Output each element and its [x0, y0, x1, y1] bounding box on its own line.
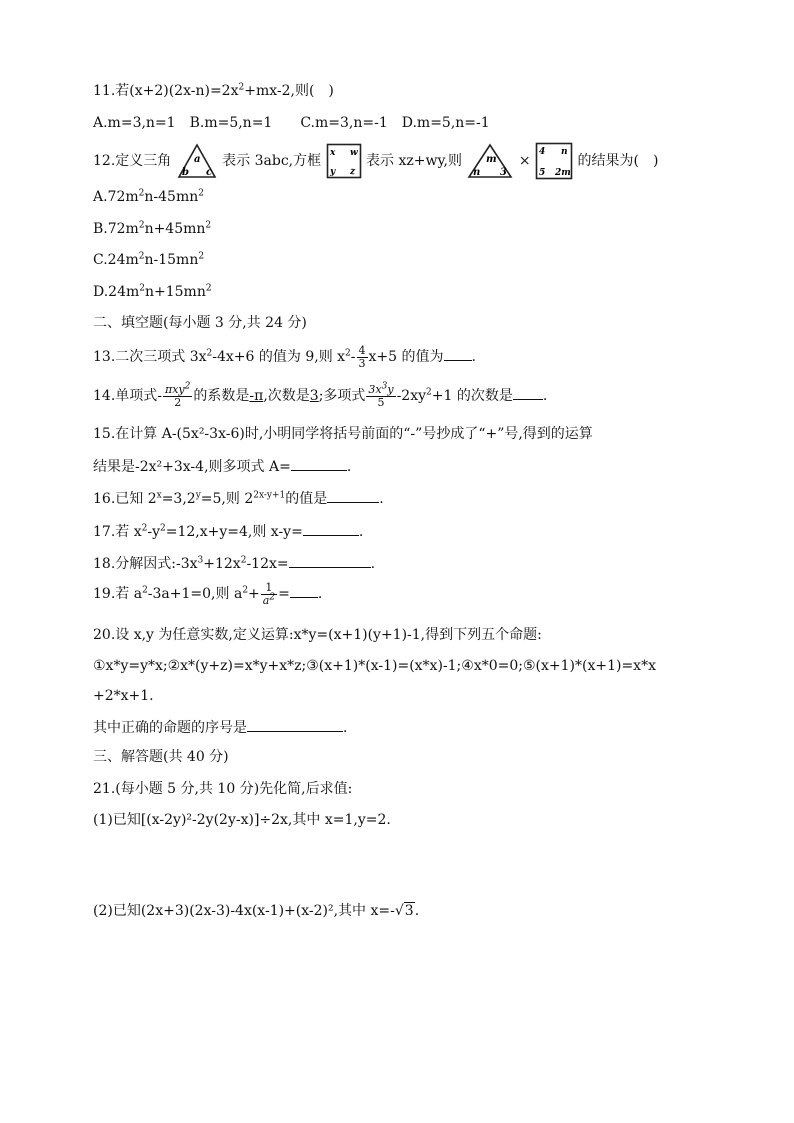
fraction-1-a2	[261, 582, 277, 607]
sup: 2	[198, 251, 205, 262]
q14-text: 14.单项式-	[93, 388, 162, 404]
box2-tl: 4	[539, 147, 546, 157]
q13-text: .	[471, 349, 476, 365]
q12-text-4: 的结果为( )	[577, 153, 659, 169]
opt-text: n-15mn	[144, 252, 199, 268]
q20-line-1: 20.设 x,y 为任意实数,定义运算:x*y=(x+1)(y+1)-1,得到下列五个命题:	[93, 627, 542, 643]
fraction-4-3	[357, 345, 368, 370]
q11-options: A.m=3,n=1 B.m=5,n=1 C.m=3,n=-1 D.m=5,n=-1	[93, 115, 490, 131]
q15-text: .	[346, 459, 352, 475]
q16-text: 的值是	[285, 491, 328, 507]
q12-stem	[93, 141, 658, 181]
sup: 2	[198, 188, 204, 199]
q19	[93, 577, 322, 611]
q18	[93, 553, 375, 573]
answer-blank	[303, 521, 359, 536]
q19-text: -3a+1=0,则 a	[147, 586, 243, 602]
sup: 2	[206, 348, 213, 359]
sup: 2	[269, 591, 276, 602]
q12-option-c	[93, 251, 204, 269]
q15-line-1: 15.在计算 A-(5x²-3x-6)时,小明同学将括号前面的“-”号抄成了“+”号,得到的运算	[93, 426, 593, 442]
q20-line-3: +2*x+1.	[93, 688, 154, 704]
q12-text-1: 12.定义三角	[93, 153, 172, 169]
q17-text: 17.若 x	[93, 524, 142, 540]
sup: 2	[138, 188, 145, 199]
q11-stem-a: 11.若(x+2)(2x-n)=2x	[93, 83, 239, 99]
fraction-pixy2-2	[163, 380, 192, 409]
q20-text: 其中正确的命题的序号是	[93, 720, 247, 736]
q12-text-3: 表示 xz+wy,则	[366, 153, 462, 169]
sup: y	[195, 490, 201, 501]
q12-option-a	[93, 188, 204, 206]
box1-tr: w	[349, 148, 358, 158]
tri1-b: b	[181, 167, 189, 178]
sup: 2	[184, 380, 191, 391]
tri2-c: 3	[500, 167, 508, 178]
q14	[93, 381, 547, 411]
answer-blank	[290, 583, 318, 598]
sup: 2	[242, 585, 249, 596]
q18-text: 18.分解因式:-3x	[93, 556, 198, 572]
q21-text: .	[414, 903, 420, 919]
numerator	[163, 380, 192, 397]
q14-text: ,次数是	[263, 388, 310, 404]
sqrt-sign: √	[394, 903, 404, 919]
sup: 2	[139, 283, 145, 294]
q12-option-d	[93, 283, 212, 301]
sup: 2	[426, 387, 432, 398]
q17	[93, 521, 363, 541]
denominator: 3	[358, 356, 366, 370]
sup: 2	[138, 251, 145, 262]
q11-stem-b: +mx-2,则( )	[244, 83, 334, 99]
q19-text: 19.若 a	[93, 586, 143, 602]
opt-text: n-45mn	[144, 189, 199, 205]
sup: 2	[205, 283, 212, 294]
num-text: 3x	[368, 382, 382, 396]
sup: 2	[141, 523, 148, 534]
q16	[93, 488, 384, 508]
denominator: 5	[377, 395, 385, 409]
opt-text: n+45mn	[144, 221, 206, 237]
sqrt-radicand: 3	[404, 903, 414, 919]
q14-text: -2xy	[396, 388, 427, 404]
q17-text: =12,x+y=4,则 x-y=	[165, 524, 303, 540]
sup: 2	[238, 82, 245, 93]
q16-text: =5,则 2	[200, 491, 254, 507]
box1-br: z	[349, 167, 355, 177]
tri1-a: a	[193, 154, 201, 165]
den-text: a	[262, 593, 270, 607]
tri2-b: n	[473, 167, 481, 178]
answer-blank	[289, 553, 371, 568]
opt-text: B.72m	[93, 221, 139, 237]
q13-text: x+5 的值为	[368, 349, 444, 365]
box2-tr: n	[561, 147, 568, 157]
answer-blank	[513, 385, 543, 400]
q21-part-1: (1)已知[(x-2y)²-2y(2y-x)]÷2x,其中 x=1,y=2.	[93, 812, 391, 828]
q18-text: +12x	[203, 556, 241, 572]
opt-text: n+15mn	[145, 284, 206, 300]
q15-text: 结果是-2x²+3x-4,则多项式 A=	[93, 459, 291, 475]
q19-text: =	[278, 586, 290, 602]
num-text: πxy	[165, 382, 185, 396]
q18-text: -12x=	[246, 556, 289, 572]
opt-text: D.24m	[93, 284, 140, 300]
sup: 2	[142, 585, 148, 596]
q12-text-2: 表示 3abc,方框	[222, 153, 322, 169]
q19-text: +	[248, 586, 260, 602]
q16-text: .	[379, 491, 384, 507]
opt-text: C.24m	[93, 252, 139, 268]
numerator: 4	[358, 343, 366, 357]
q14-text: +1 的次数是	[431, 388, 513, 404]
q20-text: .	[343, 720, 348, 736]
num-text: y	[387, 382, 394, 396]
sup: 2	[345, 348, 351, 359]
sup: 2	[160, 523, 166, 534]
q14-text: .	[542, 388, 548, 404]
box2-br: 2m	[555, 168, 571, 178]
q14-text: 的系数是	[193, 388, 250, 404]
q21-part-2	[93, 902, 419, 920]
q14-coef-answer: -π	[249, 388, 264, 404]
answer-blank	[247, 717, 343, 732]
q17-text: .	[358, 524, 364, 540]
sup: 3	[381, 380, 388, 391]
section-3-title: 三、解答题(共 40 分)	[93, 749, 229, 765]
q15-line-2	[93, 456, 351, 476]
sup: 3	[197, 555, 204, 566]
sup: 2	[138, 220, 145, 231]
denominator	[261, 591, 277, 607]
q13-text: 13.二次三项式 3x	[93, 349, 207, 365]
q13-text: -	[350, 349, 356, 365]
box1-bl: y	[329, 167, 335, 177]
q14-text: ;多项式	[318, 388, 366, 404]
sup: 2	[240, 555, 247, 566]
triangle-abc-icon	[176, 142, 218, 180]
q19-text: .	[317, 586, 323, 602]
q13-text: -4x+6 的值为 9,则 x	[212, 349, 346, 365]
q20-line-2: ①x*y=y*x;②x*(y+z)=x*y+x*z;③(x+1)*(x-1)=(x*x)-1;④x*0=0;⑤(x+1)*(x+1)=x*x	[93, 658, 656, 674]
opt-text: A.72m	[93, 189, 139, 205]
tri2-a: m	[486, 154, 498, 165]
box1-tl: x	[329, 148, 335, 158]
sup: x	[156, 490, 162, 501]
box-xwyz-icon	[326, 143, 362, 179]
q12-option-b	[93, 220, 211, 238]
q17-text: -y	[147, 524, 160, 540]
q16-text: 16.已知 2	[93, 491, 157, 507]
q13	[93, 344, 476, 370]
q18-text: .	[370, 556, 376, 572]
sup: 2	[205, 220, 212, 231]
q21-line-1: 21.(每小题 5 分,共 10 分)先化简,后求值:	[93, 781, 353, 797]
numerator: 1	[261, 582, 277, 595]
q14-degree-answer: 3	[309, 388, 319, 404]
box2-bl: 5	[539, 168, 546, 178]
numerator	[366, 380, 395, 397]
sup: 2x-y+1	[253, 490, 286, 501]
answer-blank	[291, 456, 347, 471]
q11-stem	[93, 82, 334, 100]
q16-text: =3,2	[161, 491, 196, 507]
box-4n52m-icon	[535, 142, 573, 180]
times-sign: ×	[518, 153, 531, 169]
tri1-c: c	[205, 167, 212, 178]
q20-line-4	[93, 717, 347, 737]
answer-blank	[444, 346, 472, 361]
triangle-mn3-icon	[466, 142, 514, 180]
section-2-title: 二、填空题(每小题 3 分,共 24 分)	[93, 315, 307, 331]
denominator: 2	[174, 395, 182, 409]
answer-blank	[327, 488, 379, 503]
fraction-3x3y-5	[366, 380, 395, 409]
q21-text: (2)已知(2x+3)(2x-3)-4x(x-1)+(x-2)²,其中 x=-	[93, 903, 395, 919]
